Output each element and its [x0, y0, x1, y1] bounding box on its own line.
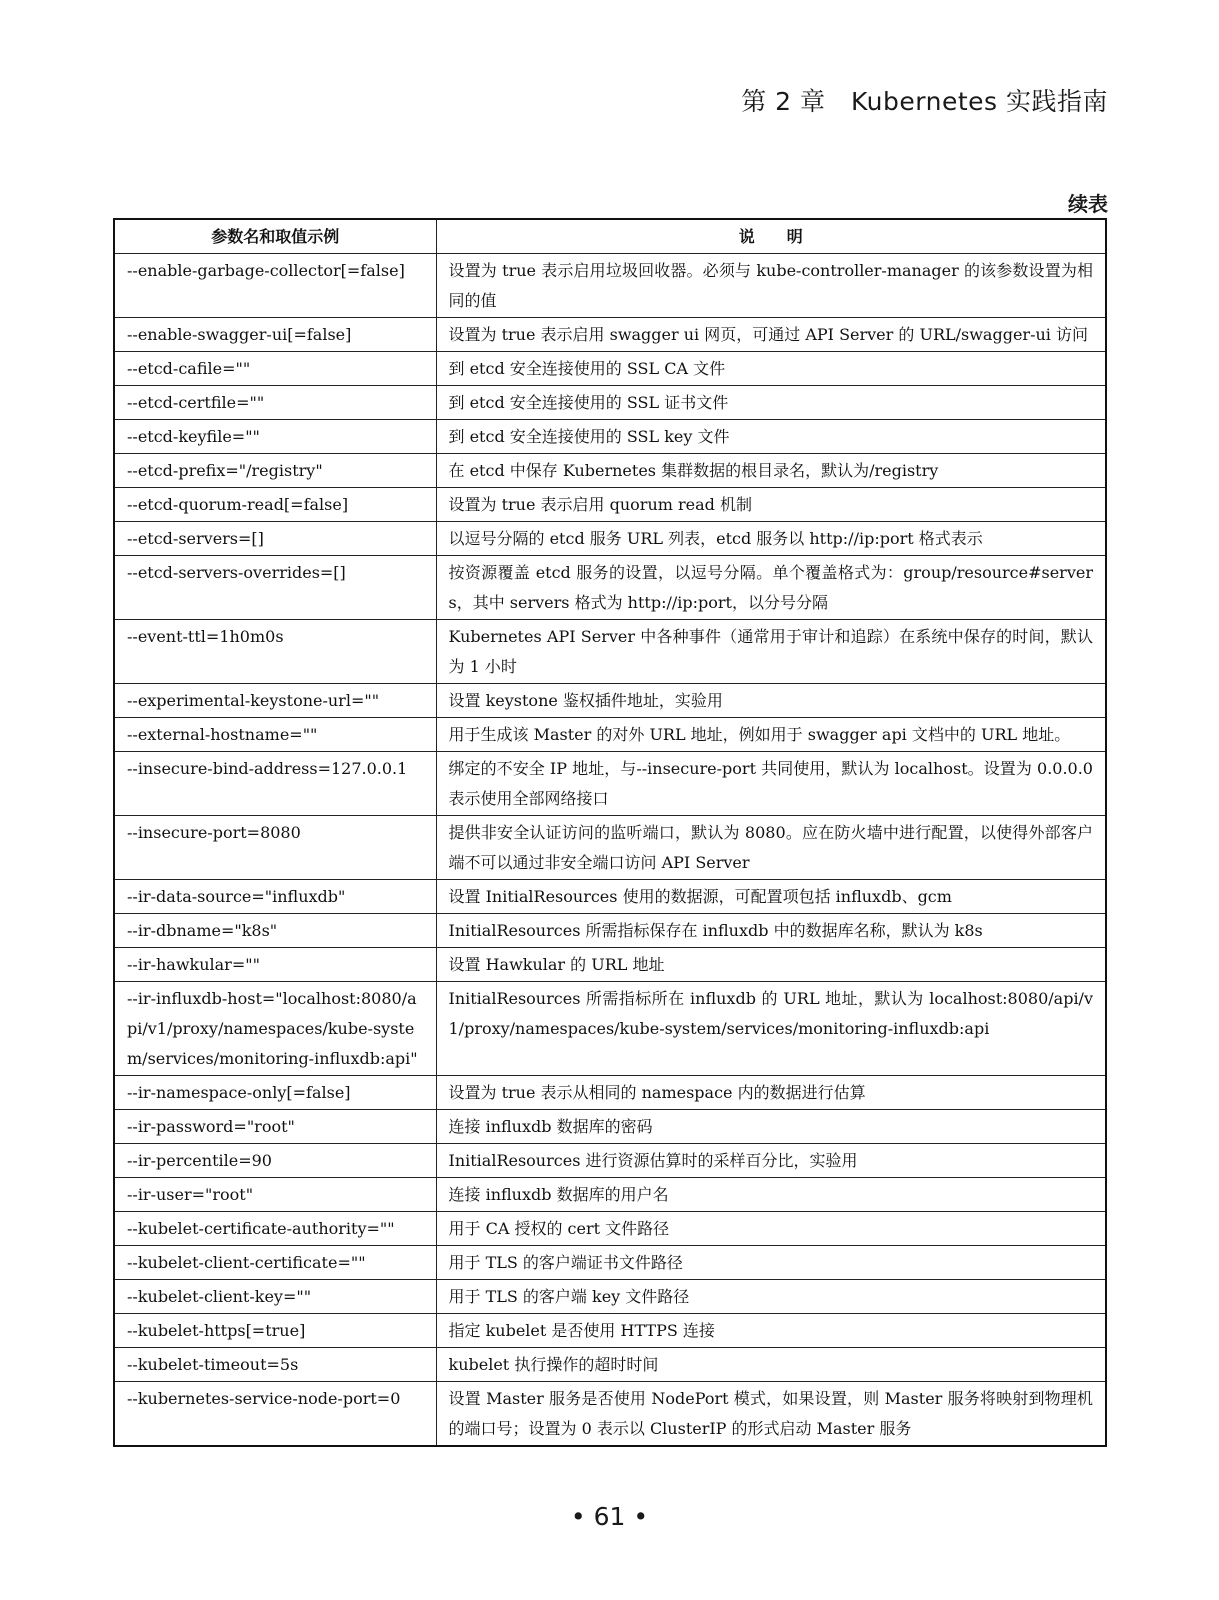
table-row: [114, 1280, 1106, 1314]
table-row: [114, 1076, 1106, 1110]
parameter-table: [113, 218, 1107, 1447]
chapter-header: 第 2 章 Kubernetes 实践指南: [741, 87, 1108, 116]
table-row: [114, 1246, 1106, 1280]
table-row: [114, 254, 1106, 318]
table-row: [114, 1212, 1106, 1246]
table-body: [114, 254, 1106, 1447]
param-cell: --ir-dbname="k8s": [114, 914, 436, 948]
table-row: [114, 982, 1106, 1076]
column-header-description: 说 明: [436, 219, 1106, 254]
param-cell: --etcd-servers=[]: [114, 522, 436, 556]
param-cell: --ir-influxdb-host="localhost:8080/api/v1/proxy/namespaces/kube-system/services/monitoring-influxdb:api": [114, 982, 436, 1076]
param-cell: --ir-data-source="influxdb": [114, 880, 436, 914]
description-cell: 连接 influxdb 数据库的用户名: [436, 1178, 1106, 1212]
param-cell: --enable-swagger-ui[=false]: [114, 318, 436, 352]
param-cell: --etcd-prefix="/registry": [114, 454, 436, 488]
description-cell: InitialResources 进行资源估算时的采样百分比，实验用: [436, 1144, 1106, 1178]
description-cell: 设置 keystone 鉴权插件地址，实验用: [436, 684, 1106, 718]
description-cell: 按资源覆盖 etcd 服务的设置，以逗号分隔。单个覆盖格式为：group/resource#servers，其中 servers 格式为 http://ip:port，以分号分隔: [436, 556, 1106, 620]
param-cell: --insecure-bind-address=127.0.0.1: [114, 752, 436, 816]
param-cell: --ir-password="root": [114, 1110, 436, 1144]
param-cell: --ir-percentile=90: [114, 1144, 436, 1178]
continued-table-label: 续表: [1068, 192, 1108, 216]
param-cell: --external-hostname="": [114, 718, 436, 752]
param-cell: --kubelet-client-certificate="": [114, 1246, 436, 1280]
description-cell: 在 etcd 中保存 Kubernetes 集群数据的根目录名，默认为/registry: [436, 454, 1106, 488]
param-cell: --etcd-cafile="": [114, 352, 436, 386]
param-cell: --kubelet-https[=true]: [114, 1314, 436, 1348]
param-cell: --insecure-port=8080: [114, 816, 436, 880]
description-cell: 用于 TLS 的客户端证书文件路径: [436, 1246, 1106, 1280]
param-cell: --etcd-quorum-read[=false]: [114, 488, 436, 522]
description-cell: 设置 InitialResources 使用的数据源，可配置项包括 influxdb、gcm: [436, 880, 1106, 914]
description-cell: 绑定的不安全 IP 地址，与--insecure-port 共同使用，默认为 localhost。设置为 0.0.0.0 表示使用全部网络接口: [436, 752, 1106, 816]
table-row: [114, 816, 1106, 880]
description-cell: 指定 kubelet 是否使用 HTTPS 连接: [436, 1314, 1106, 1348]
param-cell: --ir-hawkular="": [114, 948, 436, 982]
param-cell: --event-ttl=1h0m0s: [114, 620, 436, 684]
table-row: [114, 1144, 1106, 1178]
description-cell: 设置为 true 表示启用 swagger ui 网页，可通过 API Server 的 URL/swagger-ui 访问: [436, 318, 1106, 352]
description-cell: InitialResources 所需指标保存在 influxdb 中的数据库名称，默认为 k8s: [436, 914, 1106, 948]
param-cell: --experimental-keystone-url="": [114, 684, 436, 718]
description-cell: 用于 CA 授权的 cert 文件路径: [436, 1212, 1106, 1246]
description-cell: 用于生成该 Master 的对外 URL 地址，例如用于 swagger api 文档中的 URL 地址。: [436, 718, 1106, 752]
description-cell: 到 etcd 安全连接使用的 SSL 证书文件: [436, 386, 1106, 420]
table-row: [114, 620, 1106, 684]
description-cell: 设置 Master 服务是否使用 NodePort 模式，如果设置，则 Master 服务将映射到物理机的端口号；设置为 0 表示以 ClusterIP 的形式启动 Master 服务: [436, 1382, 1106, 1447]
table-row: [114, 880, 1106, 914]
description-cell: 以逗号分隔的 etcd 服务 URL 列表，etcd 服务以 http://ip:port 格式表示: [436, 522, 1106, 556]
param-cell: --enable-garbage-collector[=false]: [114, 254, 436, 318]
param-cell: --kubernetes-service-node-port=0: [114, 1382, 436, 1447]
table-row: [114, 556, 1106, 620]
param-cell: --kubelet-certificate-authority="": [114, 1212, 436, 1246]
param-cell: --ir-user="root": [114, 1178, 436, 1212]
table-row: [114, 718, 1106, 752]
description-cell: 设置为 true 表示从相同的 namespace 内的数据进行估算: [436, 1076, 1106, 1110]
description-cell: 提供非安全认证访问的监听端口，默认为 8080。应在防火墙中进行配置，以使得外部客户端不可以通过非安全端口访问 API Server: [436, 816, 1106, 880]
table-row: [114, 1110, 1106, 1144]
param-cell: --kubelet-timeout=5s: [114, 1348, 436, 1382]
table-row: [114, 948, 1106, 982]
param-cell: --etcd-servers-overrides=[]: [114, 556, 436, 620]
table-row: [114, 1348, 1106, 1382]
table-row: [114, 1382, 1106, 1447]
param-cell: --kubelet-client-key="": [114, 1280, 436, 1314]
description-cell: 设置为 true 表示启用 quorum read 机制: [436, 488, 1106, 522]
param-cell: --etcd-certfile="": [114, 386, 436, 420]
page-number: • 61 •: [570, 1502, 649, 1531]
table-row: [114, 914, 1106, 948]
description-cell: 到 etcd 安全连接使用的 SSL key 文件: [436, 420, 1106, 454]
param-cell: --etcd-keyfile="": [114, 420, 436, 454]
table-row: [114, 318, 1106, 352]
table-row: [114, 752, 1106, 816]
param-cell: --ir-namespace-only[=false]: [114, 1076, 436, 1110]
table-row: [114, 420, 1106, 454]
table-row: [114, 386, 1106, 420]
table-header-row: [114, 219, 1106, 254]
table-row: [114, 352, 1106, 386]
table-row: [114, 1178, 1106, 1212]
description-cell: 连接 influxdb 数据库的密码: [436, 1110, 1106, 1144]
table-row: [114, 684, 1106, 718]
table-row: [114, 522, 1106, 556]
description-cell: Kubernetes API Server 中各种事件（通常用于审计和追踪）在系统中保存的时间，默认为 1 小时: [436, 620, 1106, 684]
description-cell: kubelet 执行操作的超时时间: [436, 1348, 1106, 1382]
table-row: [114, 454, 1106, 488]
description-cell: InitialResources 所需指标所在 influxdb 的 URL 地址，默认为 localhost:8080/api/v1/proxy/namespaces/kube-system/services/monitoring-influxdb:api: [436, 982, 1106, 1076]
table-row: [114, 488, 1106, 522]
description-cell: 设置 Hawkular 的 URL 地址: [436, 948, 1106, 982]
description-cell: 用于 TLS 的客户端 key 文件路径: [436, 1280, 1106, 1314]
table-row: [114, 1314, 1106, 1348]
description-cell: 设置为 true 表示启用垃圾回收器。必须与 kube-controller-manager 的该参数设置为相同的值: [436, 254, 1106, 318]
column-header-param: 参数名和取值示例: [114, 219, 436, 254]
description-cell: 到 etcd 安全连接使用的 SSL CA 文件: [436, 352, 1106, 386]
